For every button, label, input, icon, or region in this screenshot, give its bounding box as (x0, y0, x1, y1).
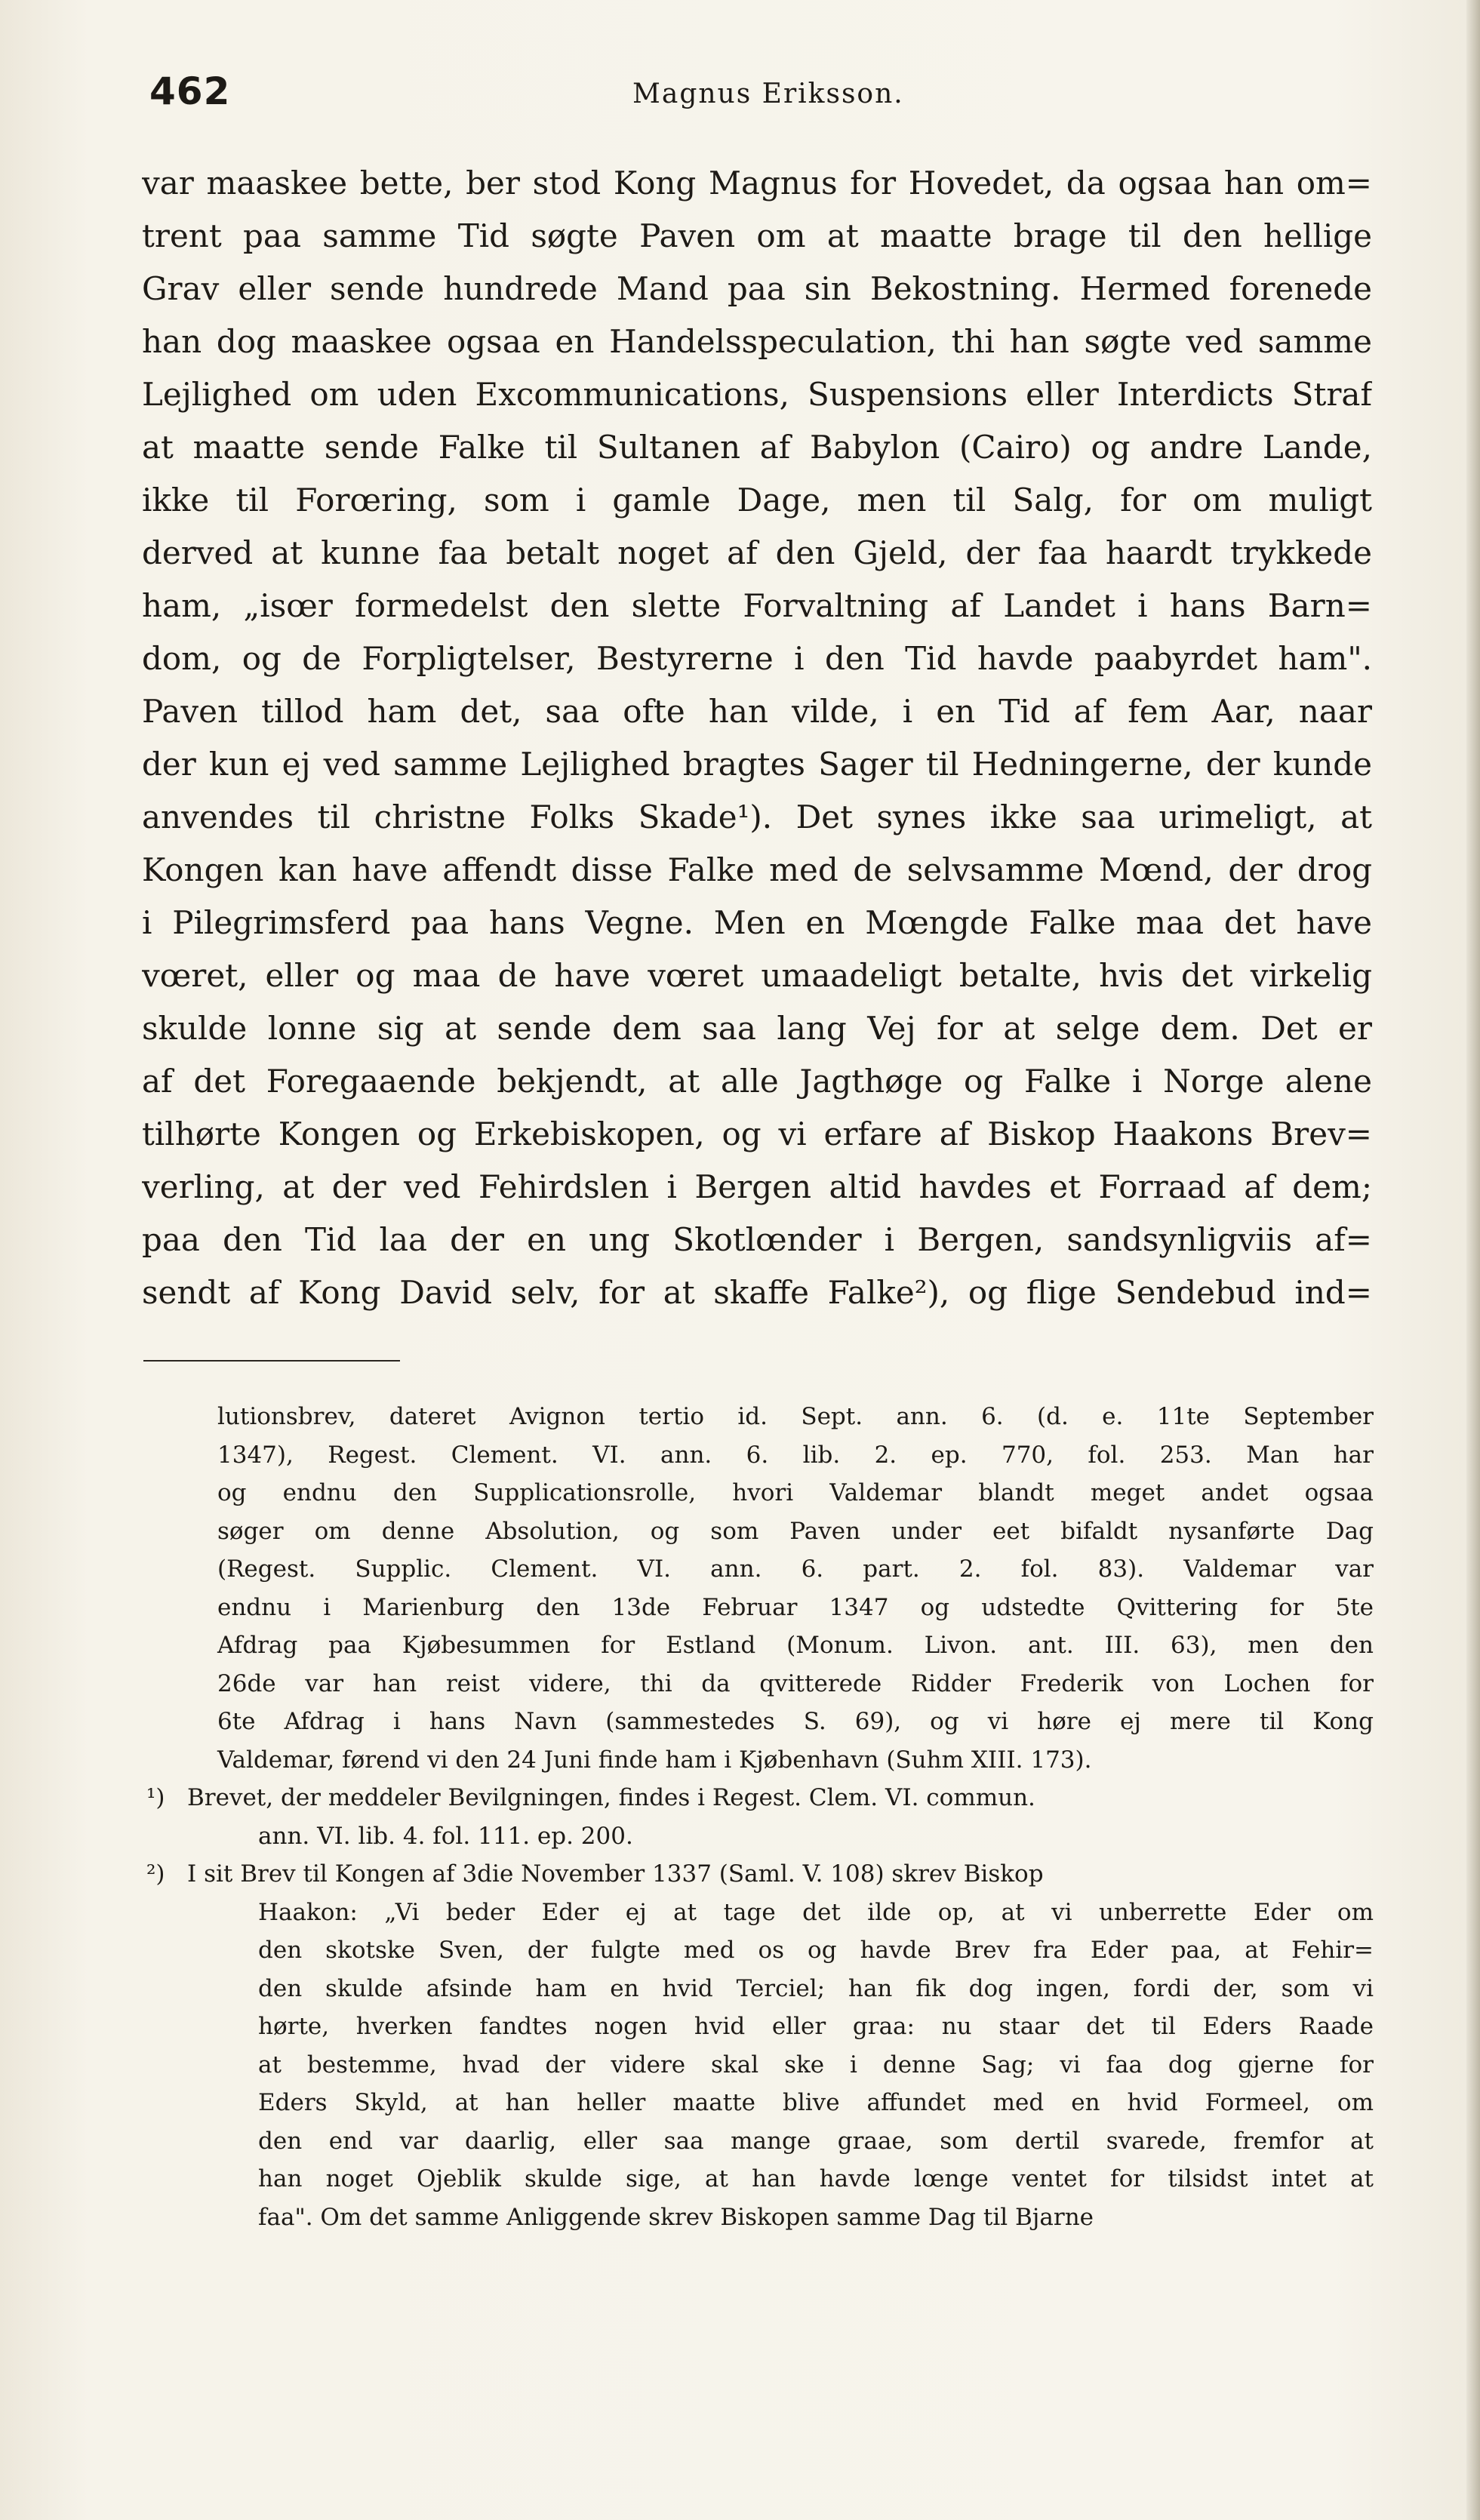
text-line: i Pilegrimsferd paa hans Vegne. Men en Mœngde Falke maa det have (142, 904, 1372, 941)
footnote-line: 6te Afdrag i hans Navn (sammestedes S. 69), og vi høre ej mere til Kong (217, 1708, 1374, 1735)
text-line: der kun ej ved samme Lejlighed bragtes Sager til Hedningerne, der kunde (142, 746, 1372, 783)
footnote-line: endnu i Marienburg den 13de Februar 1347 og udstedte Qvittering for 5te (217, 1593, 1374, 1621)
footnote-rule (143, 1360, 400, 1362)
running-head: Magnus Eriksson. (632, 78, 904, 109)
text-line: at maatte sende Falke til Sultanen af Babylon (Cairo) og andre Lande, (142, 429, 1372, 466)
footnote-line: (Regest. Supplic. Clement. VI. ann. 6. part. 2. fol. 83). Valdemar var (217, 1555, 1374, 1583)
text-line: anvendes til christne Folks Skade¹). Det synes ikke saa urimeligt, at (142, 798, 1372, 835)
footnote-line: faa". Om det samme Anliggende skrev Biskopen samme Dag til Bjarne (258, 2203, 1094, 2231)
text-line: tilhørte Kongen og Erkebiskopen, og vi erfare af Biskop Haakons Brev= (142, 1115, 1372, 1152)
text-line: dom, og de Forpligtelser, Bestyrerne i den Tid havde paabyrdet ham". (142, 640, 1372, 677)
footnote-2-text: I sit Brev til Kongen af 3die November 1337 (Saml. V. 108) skrev Biskop (187, 1860, 1044, 1888)
footnote-line: søger om denne Absolution, og som Paven under eet bifaldt nysanførte Dag (217, 1517, 1374, 1545)
text-line: ikke til Forœring, som i gamle Dage, men til Salg, for om muligt (142, 482, 1372, 518)
footnote-line: Eders Skyld, at han heller maatte blive affundet med en hvid Formeel, om (258, 2089, 1374, 2116)
footnote-line: den end var daarlig, eller saa mange graae, som dertil svarede, fremfor at (258, 2127, 1374, 2155)
text-line: han dog maaskee ogsaa en Handelsspeculation, thi han søgte ved samme (142, 323, 1372, 360)
text-line: derved at kunne faa betalt noget af den Gjeld, der faa haardt trykkede (142, 534, 1372, 571)
page-number: 462 (149, 69, 231, 113)
footnotes (146, 1398, 1374, 2236)
footnote-line: lutionsbrev, dateret Avignon tertio id. Sept. ann. 6. (d. e. 11te September (217, 1403, 1374, 1430)
footnote-line: Afdrag paa Kjøbesummen for Estland (Monum. Livon. ant. III. 63), men den (217, 1632, 1374, 1659)
text-line: Grav eller sende hundrede Mand paa sin Bekostning. Hermed forenede (142, 270, 1372, 307)
footnote-2-marker: ²) (146, 1860, 165, 1888)
text-line: Lejlighed om uden Excommunications, Suspensions eller Interdicts Straf (142, 376, 1372, 413)
text-line: Paven tillod ham det, saa ofte han vilde, i en Tid af fem Aar, naar (142, 693, 1372, 730)
footnote-line: Haakon: „Vi beder Eder ej at tage det ilde op, at vi unberrette Eder om (258, 1898, 1374, 1926)
text-line: paa den Tid laa der en ung Skotlœnder i Bergen, sandsynligviis af= (142, 1221, 1372, 1258)
footnote-line: Valdemar, førend vi den 24 Juni finde ham i Kjøbenhavn (Suhm XIII. 173). (217, 1746, 1092, 1774)
footnote-1-marker: ¹) (146, 1784, 165, 1811)
footnote-1-line (146, 1779, 1374, 1817)
footnote-line: at bestemme, hvad der videre skal ske i denne Sag; vi faa dog gjerne for (258, 2051, 1374, 2078)
text-line: vœret, eller og maa de have vœret umaadeligt betalte, hvis det virkelig (142, 957, 1372, 994)
page-edge (1466, 0, 1480, 2520)
footnote-line: 1347), Regest. Clement. VI. ann. 6. lib. 2. ep. 770, fol. 253. Man har (217, 1441, 1374, 1469)
footnote-line: den skulde afsinde ham en hvid Terciel; han fik dog ingen, fordi der, som vi (258, 1974, 1374, 2002)
text-line: verling, at der ved Fehirdslen i Bergen altid havdes et Forraad af dem; (142, 1168, 1372, 1205)
footnote-line: han noget Ojeblik skulde sige, at han havde lœnge ventet for tilsidst intet at (258, 2165, 1374, 2192)
footnote-2-line (146, 1855, 1374, 1894)
text-line: Kongen kan have affendt disse Falke med de selvsamme Mœnd, der drog (142, 851, 1372, 888)
text-line: skulde lonne sig at sende dem saa lang Vej for at selge dem. Det er (142, 1010, 1372, 1047)
footnote-line: den skotske Sven, der fulgte med os og havde Brev fra Eder paa, at Fehir= (258, 1937, 1374, 1964)
text-line: sendt af Kong David selv, for at skaffe Falke²), og flige Sendebud ind= (142, 1274, 1372, 1311)
text-line: var maaskee bette, ber stod Kong Magnus for Hovedet, da ogsaa han om= (142, 165, 1372, 202)
main-text (142, 157, 1372, 1319)
text-line: trent paa samme Tid søgte Paven om at maatte brage til den hellige (142, 217, 1372, 254)
page-header (149, 69, 1387, 130)
footnote-line: og endnu den Supplicationsrolle, hvori Valdemar blandt meget andet ogsaa (217, 1479, 1374, 1506)
text-line: ham, „isœr formedelst den slette Forvaltning af Landet i hans Barn= (142, 587, 1372, 624)
text-line: af det Foregaaende bekjendt, at alle Jagthøge og Falke i Norge alene (142, 1063, 1372, 1100)
footnote-line: hørte, hverken fandtes nogen hvid eller graa: nu staar det til Eders Raade (258, 2013, 1374, 2040)
footnote-line: 26de var han reist videre, thi da qvitterede Ridder Frederik von Lochen for (217, 1669, 1374, 1697)
footnote-line: ann. VI. lib. 4. fol. 111. ep. 200. (258, 1822, 633, 1850)
footnote-1-text: Brevet, der meddeler Bevilgningen, findes i Regest. Clem. VI. commun. (187, 1784, 1035, 1811)
